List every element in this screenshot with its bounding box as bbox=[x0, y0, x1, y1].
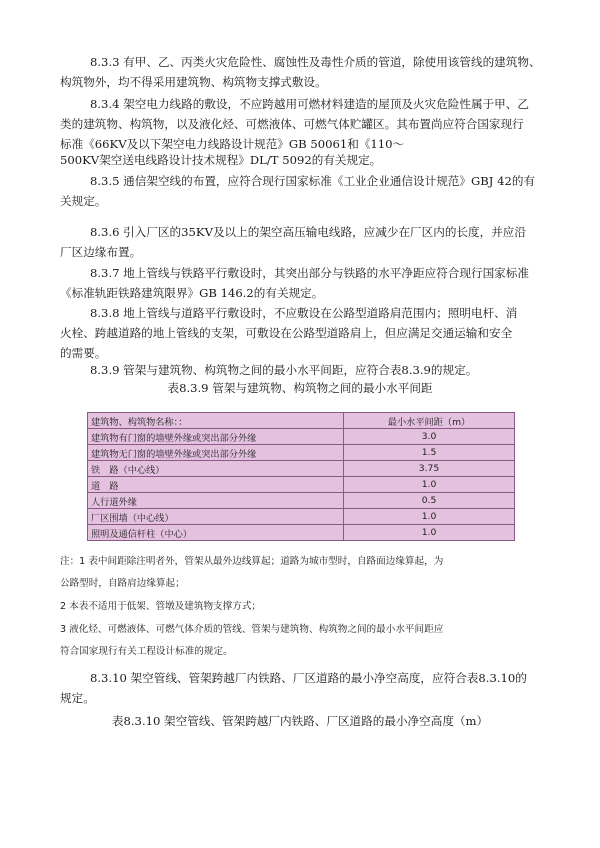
table-row bbox=[88, 477, 515, 493]
row-name-cell: 铁 路（中心线） bbox=[88, 461, 344, 477]
row-value-cell: 3.0 bbox=[344, 429, 515, 445]
clause-8-3-4-line-4: 500KV架空送电线路设计技术规程》DL/T 5092的有关规定。 bbox=[60, 153, 382, 167]
clause-8-3-5-line-1: 8.3.5 通信架空线的布置，应符合现行国家标准《工业企业通信设计规范》GBJ 42的有 bbox=[90, 174, 536, 188]
note-1-line-2: 公路型时，自路肩边缘算起； bbox=[60, 578, 185, 589]
clause-8-3-4-line-2: 类的建筑物、构筑物，以及液化烃、可燃液体、可燃气体贮罐区。其布置尚应符合国家现行 bbox=[60, 117, 524, 131]
clause-8-3-6-line-1: 8.3.6 引入厂区的35KV及以上的架空高压输电线路，应减少在厂区内的长度，并应沿 bbox=[90, 225, 526, 239]
clause-8-3-8-line-3: 的需要。 bbox=[60, 346, 107, 360]
row-name-cell: 厂区围墙（中心线） bbox=[88, 509, 344, 525]
clause-8-3-5-line-2: 关规定。 bbox=[60, 194, 107, 208]
row-name-cell: 建筑物无门窗的墙壁外缘或突出部分外缘 bbox=[88, 445, 344, 461]
table-8-3-9 bbox=[87, 412, 515, 541]
clause-8-3-8-line-1: 8.3.8 地上管线与道路平行敷设时，不应敷设在公路型道路肩范围内；照明电杆、消 bbox=[90, 306, 518, 320]
table-8-3-9-caption: 表8.3.9 管架与建筑物、构筑物之间的最小水平间距 bbox=[167, 381, 433, 395]
note-3-line-1: 3 液化烃、可燃液体、可燃气体介质的管线、管架与建筑物、构筑物之间的最小水平间距应 bbox=[60, 624, 444, 635]
clause-8-3-4-line-1: 8.3.4 架空电力线路的敷设，不应跨越用可燃材料建造的屋顶及火灾危险性属于甲、乙 bbox=[90, 97, 529, 111]
clause-8-3-10-line-2: 规定。 bbox=[60, 691, 95, 705]
table-row bbox=[88, 461, 515, 477]
clause-8-3-3-line-2: 构筑物外，均不得采用建筑物、构筑物支撑式敷设。 bbox=[60, 75, 327, 89]
table-row bbox=[88, 525, 515, 541]
row-value-cell: 0.5 bbox=[344, 493, 515, 509]
table-row bbox=[88, 493, 515, 509]
row-name-cell: 道 路 bbox=[88, 477, 344, 493]
row-value-cell: 1.0 bbox=[344, 525, 515, 541]
clause-8-3-8-line-2: 火栓、跨越道路的地上管线的支架，可敷设在公路型道路肩上，但应满足交通运输和安全 bbox=[60, 326, 513, 340]
table-8-3-10-caption: 表8.3.10 架空管线、管架跨越厂内铁路、厂区道路的最小净空高度（m） bbox=[111, 714, 489, 728]
clause-8-3-10-line-1: 8.3.10 架空管线、管架跨越厂内铁路、厂区道路的最小净空高度，应符合表8.3.10的 bbox=[90, 671, 527, 685]
table-row bbox=[88, 429, 515, 445]
row-name-cell: 照明及通信杆柱（中心） bbox=[88, 525, 344, 541]
note-3-line-2: 符合国家现行有关工程设计标准的规定。 bbox=[60, 646, 233, 657]
note-1-line-1: 注：1 表中间距除注明者外，管架从最外边线算起；道路为城市型时，自路面边缘算起，为 bbox=[60, 556, 444, 567]
clause-8-3-9-line-1: 8.3.9 管架与建筑物、构筑物之间的最小水平间距，应符合表8.3.9的规定。 bbox=[90, 363, 478, 377]
row-value-cell: 1.0 bbox=[344, 477, 515, 493]
row-value-cell: 3.75 bbox=[344, 461, 515, 477]
row-name-cell: 人行道外缘 bbox=[88, 493, 344, 509]
table-row bbox=[88, 509, 515, 525]
row-name-cell: 建筑物有门窗的墙壁外缘或突出部分外缘 bbox=[88, 429, 344, 445]
clause-8-3-7-line-2: 《标准轨距铁路建筑限界》GB 146.2的有关规定。 bbox=[60, 286, 324, 300]
row-value-cell: 1.5 bbox=[344, 445, 515, 461]
header-value-cell: 最小水平间距（m） bbox=[344, 413, 515, 429]
header-name-cell: 建筑物、构筑物名称：： bbox=[88, 413, 344, 429]
note-2: 2 本表不适用于低架、管墩及建筑物支撑方式； bbox=[60, 601, 262, 612]
table-header-row bbox=[88, 413, 515, 429]
clause-8-3-7-line-1: 8.3.7 地上管线与铁路平行敷设时，其突出部分与铁路的水平净距应符合现行国家标准 bbox=[90, 266, 529, 280]
clause-8-3-6-line-2: 厂区边缘布置。 bbox=[60, 245, 142, 259]
clause-8-3-3-line-1: 8.3.3 有甲、乙、丙类火灾危险性、腐蚀性及毒性介质的管道，除使用该管线的建筑物、 bbox=[90, 55, 541, 69]
table-row bbox=[88, 445, 515, 461]
clause-8-3-4-line-3: 标准《66KV及以下架空电力线路设计规范》GB 50061和《110～ bbox=[60, 137, 405, 151]
row-value-cell: 1.0 bbox=[344, 509, 515, 525]
